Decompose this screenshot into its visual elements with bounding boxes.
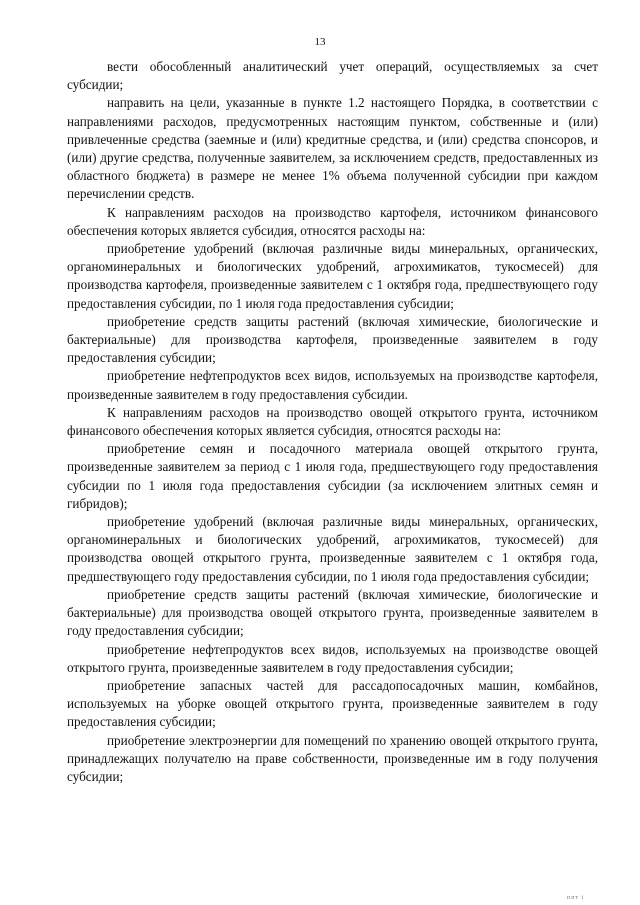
paragraph-11: приобретение нефтепродуктов всех видов, используемых на производстве овощей открытого грунта, произведенные заявителем в году предоставления субсидии;: [67, 641, 598, 675]
paragraph-5: приобретение средств защиты растений (включая химические, биологические и бактериальные) для производства картофеля, произведенные заявителем в году предоставления субсидии;: [67, 313, 598, 366]
document-body: [67, 58, 598, 786]
paragraph-10: приобретение средств защиты растений (включая химические, биологические и бактериальные) для производства овощей открытого грунта, произведенные заявителем в году предоставления субсидии;: [67, 586, 598, 639]
paragraph-12: приобретение запасных частей для рассадопосадочных машин, комбайнов, используемых на уборке овощей открытого грунта, произведенные заявителем в году предоставления субсидии;: [67, 677, 598, 730]
paragraph-2: направить на цели, указанные в пункте 1.2 настоящего Порядка, в соответствии с направлениями расходов, предусмотренных настоящим пунктом, собственные и (или) привлеченные средства (заемные и (или) кредитные средства, и (или) средства спонсоров, и (или) другие средства, полученные заявителем, за исключением средств, предоставленных из областного бюджета) в размере не менее 1% объема полученной субсидии при каждом перечислении средств.: [67, 95, 598, 202]
paragraph-6: приобретение нефтепродуктов всех видов, используемых на производстве картофеля, произведенные заявителем в году предоставления субсидии.: [67, 368, 598, 402]
paragraph-8: приобретение семян и посадочного материала овощей открытого грунта, произведенные заявителем за период с 1 июля года, предшествующего году предоставления субсидии по 1 июля года предоставления субсидии (за исключением элитных семян и гибридов);: [67, 441, 598, 511]
paragraph-9: приобретение удобрений (включая различные виды минеральных, органических, органоминеральных и биологических удобрений, агрохимикатов, тукосмесей) для производства овощей открытого грунта, произведенные заявителем с 1 октября года, предшествующего году предоставления субсидии, по 1 июля года предоставления субсидии;: [67, 514, 598, 584]
paragraph-7: К направлениям расходов на производство овощей открытого грунта, источником финансового обеспечения которых является субсидия, относятся расходы на:: [67, 404, 598, 439]
page-number: 13: [314, 36, 326, 48]
paragraph-4: приобретение удобрений (включая различные виды минеральных, органических, органоминеральных и биологических удобрений, агрохимикатов, тукосмесей) для производства картофеля, произведенные заявителем с 1 октября года, предшествующего году предоставления субсидии, по 1 июля года предоставления субсидии;: [67, 241, 598, 311]
paragraph-1: вести обособленный аналитический учет операций, осуществляемых за счет субсидии;: [67, 59, 598, 93]
footer-mark: ппт і: [567, 895, 585, 901]
paragraph-13: приобретение электроэнергии для помещений по хранению овощей открытого грунта, принадлежащих получателю на праве собственности, произведенные им в году получения субсидии;: [67, 732, 598, 784]
paragraph-3: К направлениям расходов на производство картофеля, источником финансового обеспечения которых является субсидия, относятся расходы на:: [67, 204, 598, 238]
